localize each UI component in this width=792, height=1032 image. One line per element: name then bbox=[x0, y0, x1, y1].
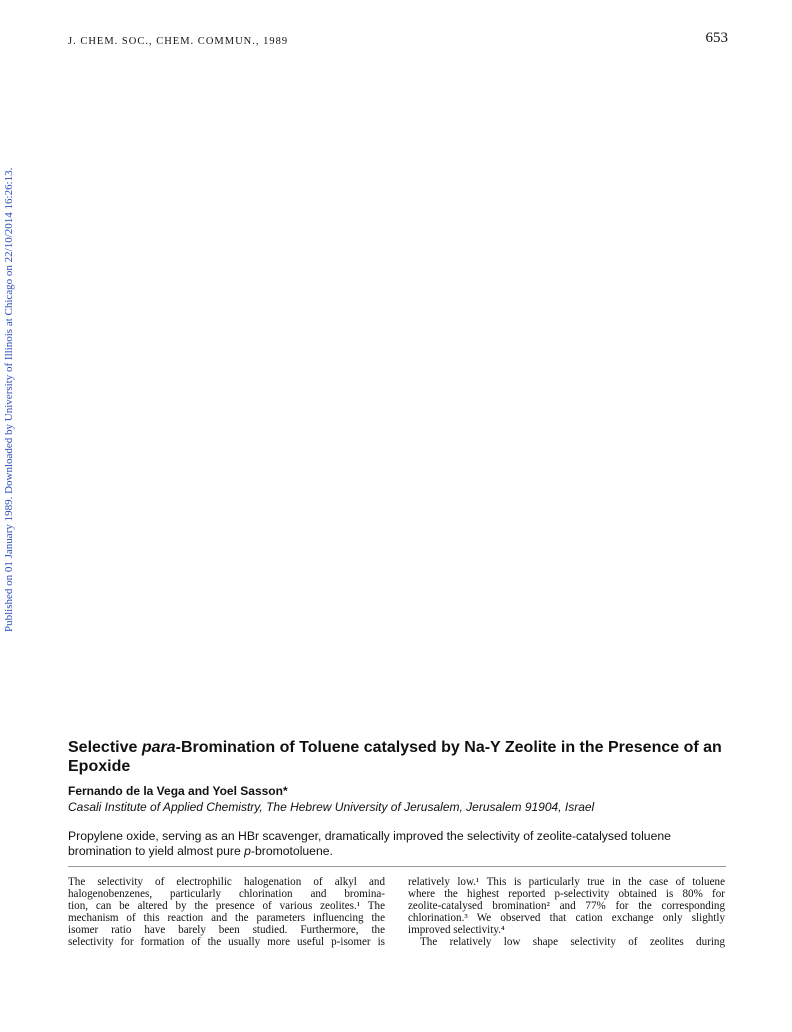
download-watermark bbox=[3, 167, 17, 632]
body-column-left bbox=[68, 877, 385, 948]
body-line: tion, can be altered by the presence of various zeolites.¹ The bbox=[68, 899, 385, 912]
body-line: relatively low.¹ This is particularly true in the case of toluene bbox=[408, 876, 725, 888]
body-line: The relatively low shape selectivity of zeolites during bbox=[420, 935, 725, 948]
body-line: improved selectivity.⁴ bbox=[408, 923, 505, 936]
body-line: The selectivity of electrophilic halogenation of alkyl and bbox=[68, 876, 385, 888]
body-line: chlorination.³ We observed that cation exchange only slightly bbox=[408, 911, 725, 924]
article-title bbox=[68, 738, 738, 776]
section-divider bbox=[68, 866, 726, 867]
body-line: zeolite-catalysed bromination² and 77% for the corresponding bbox=[408, 899, 725, 912]
title-text-end: -Bromination of Toluene catalysed by Na-Y Zeolite in the Presence of an Epoxide bbox=[68, 739, 722, 775]
abstract bbox=[68, 829, 732, 859]
download-watermark-text: Published on 01 January 1989. Downloaded by University of Illinois at Chicago on 22/10/2014 16:26:13. bbox=[3, 167, 15, 632]
body-line: selectivity for formation of the usually more useful p-isomer is bbox=[68, 935, 385, 948]
body-column-right bbox=[408, 877, 725, 948]
affiliation: Casali Institute of Applied Chemistry, The Hebrew University of Jerusalem, Jerusalem 91904, Israel bbox=[68, 800, 595, 814]
running-head: J. CHEM. SOC., CHEM. COMMUN., 1989 bbox=[68, 36, 289, 47]
body-line: mechanism of this reaction and the parameters influencing the bbox=[68, 911, 385, 924]
body-line: halogenobenzenes, particularly chlorination and bromina- bbox=[68, 887, 385, 900]
page-number: 653 bbox=[705, 30, 728, 46]
authors: Fernando de la Vega and Yoel Sasson* bbox=[68, 784, 288, 798]
title-text-italic: para bbox=[141, 739, 176, 756]
abstract-text-end: -bromotoluene. bbox=[250, 844, 333, 858]
title-text-start: Selective bbox=[68, 739, 142, 756]
abstract-text-start: Propylene oxide, serving as an HBr scavenger, dramatically improved the selectivity of zeolite-catalysed toluene bromination to yield almost pure bbox=[68, 829, 671, 858]
body-line: where the highest reported p-selectivity obtained is 80% for bbox=[408, 887, 725, 900]
abstract-text-italic: p bbox=[244, 844, 251, 858]
body-line: isomer ratio have barely been studied. Furthermore, the bbox=[68, 923, 385, 936]
